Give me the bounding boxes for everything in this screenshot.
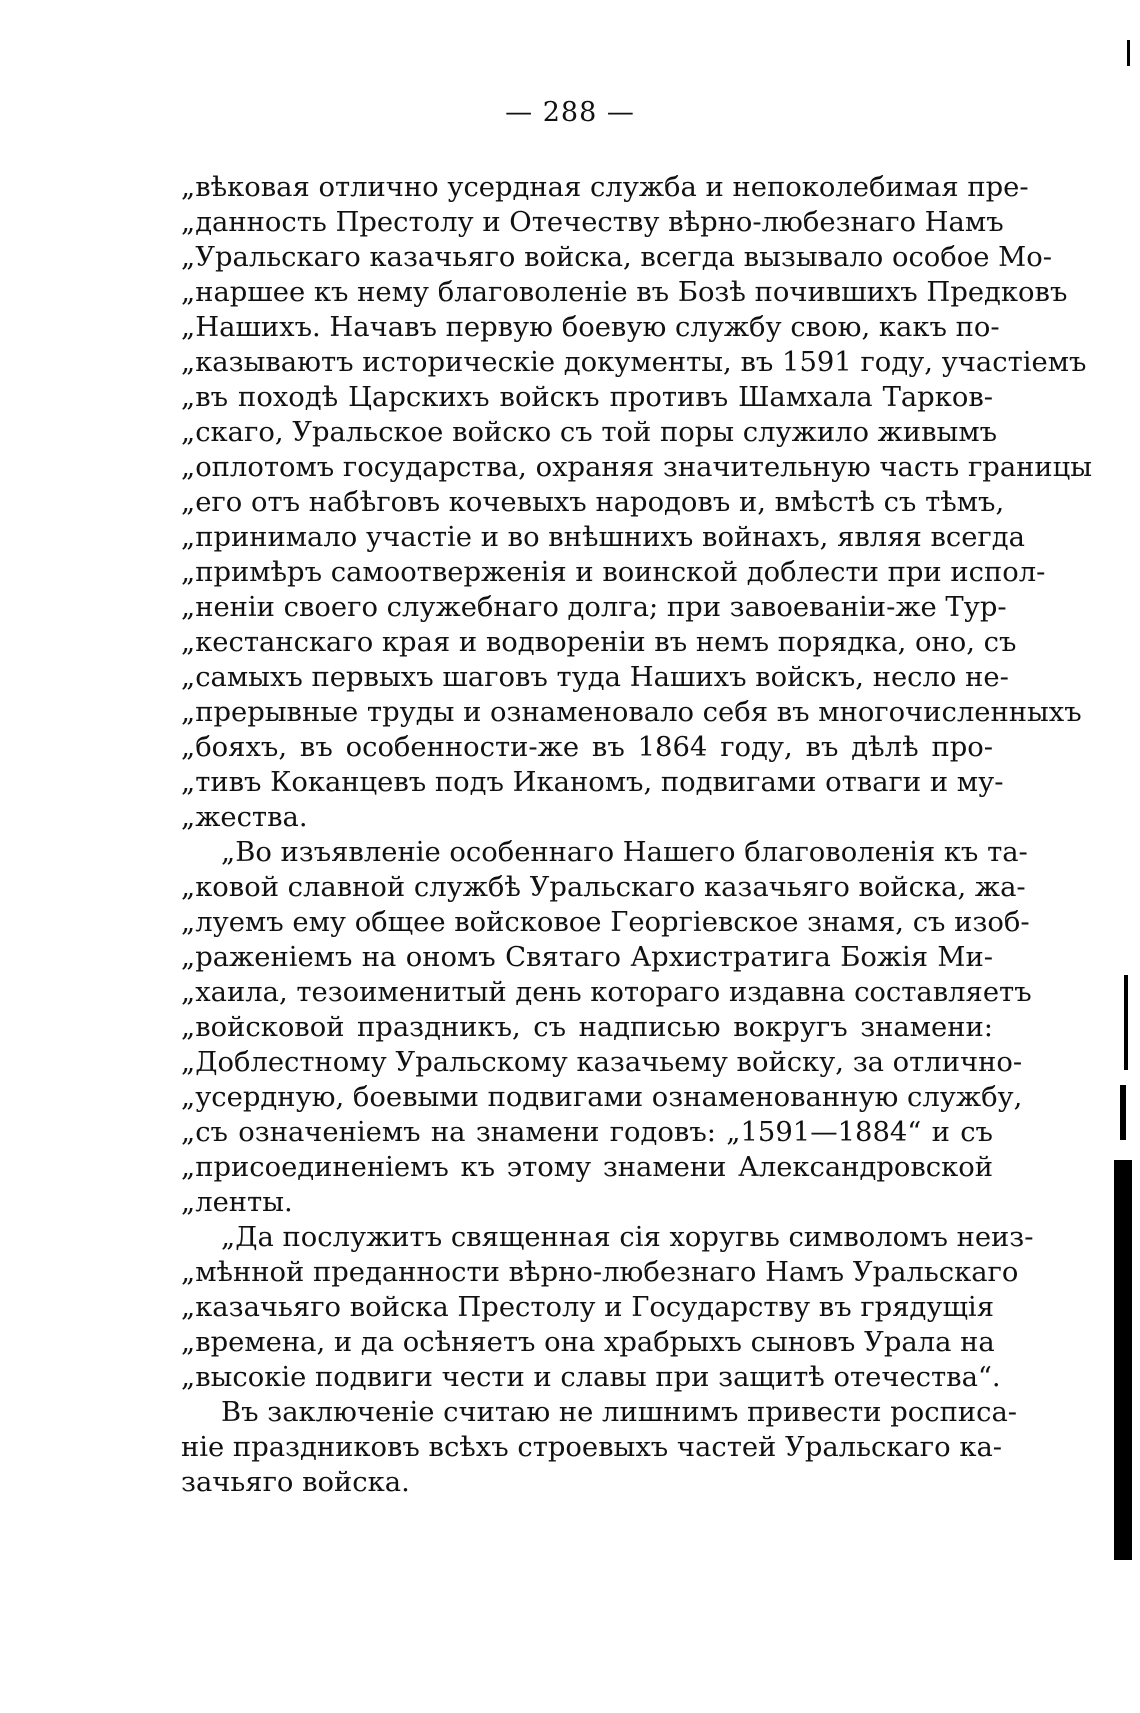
text-line: „Да послужитъ священная сія хоругвь символомъ неиз- bbox=[221, 1222, 1034, 1253]
text-line: Въ заключеніе считаю не лишнимъ привести росписа- bbox=[221, 1397, 1018, 1428]
text-line: „Доблестному Уральскому казачьему войску, за отлично- bbox=[181, 1047, 1023, 1078]
text-line: „жества. bbox=[181, 802, 308, 833]
text-line: „принимало участіе и во внѣшнихъ войнахъ, являя всегда bbox=[181, 522, 1025, 553]
text-line: „примѣръ самоотверженія и воинской доблести при испол- bbox=[181, 557, 1046, 588]
text-line: „тивъ Коканцевъ подъ Иканомъ, подвигами отваги и му- bbox=[181, 767, 1004, 798]
text-line: „ленты. bbox=[181, 1187, 293, 1218]
text-line: „оплотомъ государства, охраняя значительную часть границы bbox=[181, 452, 1093, 483]
text-line: „прерывные труды и ознаменовало себя въ многочисленныхъ bbox=[181, 697, 1082, 728]
text-line: „ковой славной службѣ Уральскаго казачьяго войска, жа- bbox=[181, 872, 1026, 903]
text-line: ніе праздниковъ всѣхъ строевыхъ частей Уральскаго ка- bbox=[181, 1432, 1003, 1463]
paragraph-p3 bbox=[181, 1220, 1034, 1395]
paragraph-p4 bbox=[181, 1395, 1018, 1500]
text-line: „наршее къ нему благоволеніе въ Бозѣ почившихъ Предковъ bbox=[181, 277, 1068, 308]
text-block bbox=[181, 170, 1093, 1500]
paragraph-p2 bbox=[181, 835, 1032, 1220]
text-line: „казываютъ историческіе документы, въ 1591 году, участіемъ bbox=[181, 347, 1087, 378]
text-line: „данность Престолу и Отечеству вѣрно-любезнаго Намъ bbox=[181, 207, 1004, 238]
paragraph-p1 bbox=[181, 170, 1093, 835]
text-line: „Во изъявленіе особеннаго Нашего благоволенія къ та- bbox=[221, 837, 1028, 868]
text-line: „съ означеніемъ на знамени годовъ: „1591—1884“ и съ bbox=[181, 1117, 993, 1148]
text-line: „скаго, Уральское войско съ той поры служило живымъ bbox=[181, 417, 998, 448]
text-line: „раженіемъ на ономъ Святаго Архистратига Божія Ми- bbox=[181, 942, 993, 973]
text-line: „въ походѣ Царскихъ войскъ противъ Шамхала Тарков- bbox=[181, 382, 993, 413]
text-line: „кестанскаго края и водвореніи въ немъ порядка, оно, съ bbox=[181, 627, 1017, 658]
text-line: „войсковой праздникъ, съ надписью вокругъ знамени: bbox=[181, 1012, 993, 1043]
text-line: „вѣковая отлично усердная служба и непоколебимая пре- bbox=[181, 172, 1029, 203]
text-line: „казачьяго войска Престолу и Государству въ грядущія bbox=[181, 1292, 994, 1323]
text-line: „времена, и да осѣняетъ она храбрыхъ сыновъ Урала на bbox=[181, 1327, 995, 1358]
text-line: „мѣнной преданности вѣрно-любезнаго Намъ Уральскаго bbox=[181, 1257, 1019, 1288]
page-number: — 288 — bbox=[505, 97, 635, 128]
text-line: „хаила, тезоименитый день котораго издавна составляетъ bbox=[181, 977, 1032, 1008]
text-line: „присоединеніемъ къ этому знамени Александровской bbox=[181, 1152, 993, 1183]
text-line: „бояхъ, въ особенности-же въ 1864 году, въ дѣлѣ про- bbox=[181, 732, 993, 763]
scan-edge-mark bbox=[1114, 1160, 1132, 1560]
text-line: „луемъ ему общее войсковое Георгіевское знамя, съ изоб- bbox=[181, 907, 1030, 938]
text-line: зачьяго войска. bbox=[181, 1467, 410, 1498]
text-line: „Уральскаго казачьяго войска, всегда вызывало особое Мо- bbox=[181, 242, 1052, 273]
text-line: „неніи своего служебнаго долга; при завоеваніи-же Тур- bbox=[181, 592, 1007, 623]
scan-edge-mark bbox=[1124, 975, 1128, 1070]
text-line: „его отъ набѣговъ кочевыхъ народовъ и, вмѣстѣ съ тѣмъ, bbox=[181, 487, 1005, 518]
scan-edge-mark bbox=[1127, 40, 1130, 66]
scan-edge-mark bbox=[1120, 1085, 1126, 1140]
text-line: „Нашихъ. Начавъ первую боевую службу свою, какъ по- bbox=[181, 312, 1000, 343]
text-line: „самыхъ первыхъ шаговъ туда Нашихъ войскъ, несло не- bbox=[181, 662, 1009, 693]
text-line: „высокіе подвиги чести и славы при защитѣ отечества“. bbox=[181, 1362, 1001, 1393]
text-line: „усердную, боевыми подвигами ознаменованную службу, bbox=[181, 1082, 1023, 1113]
